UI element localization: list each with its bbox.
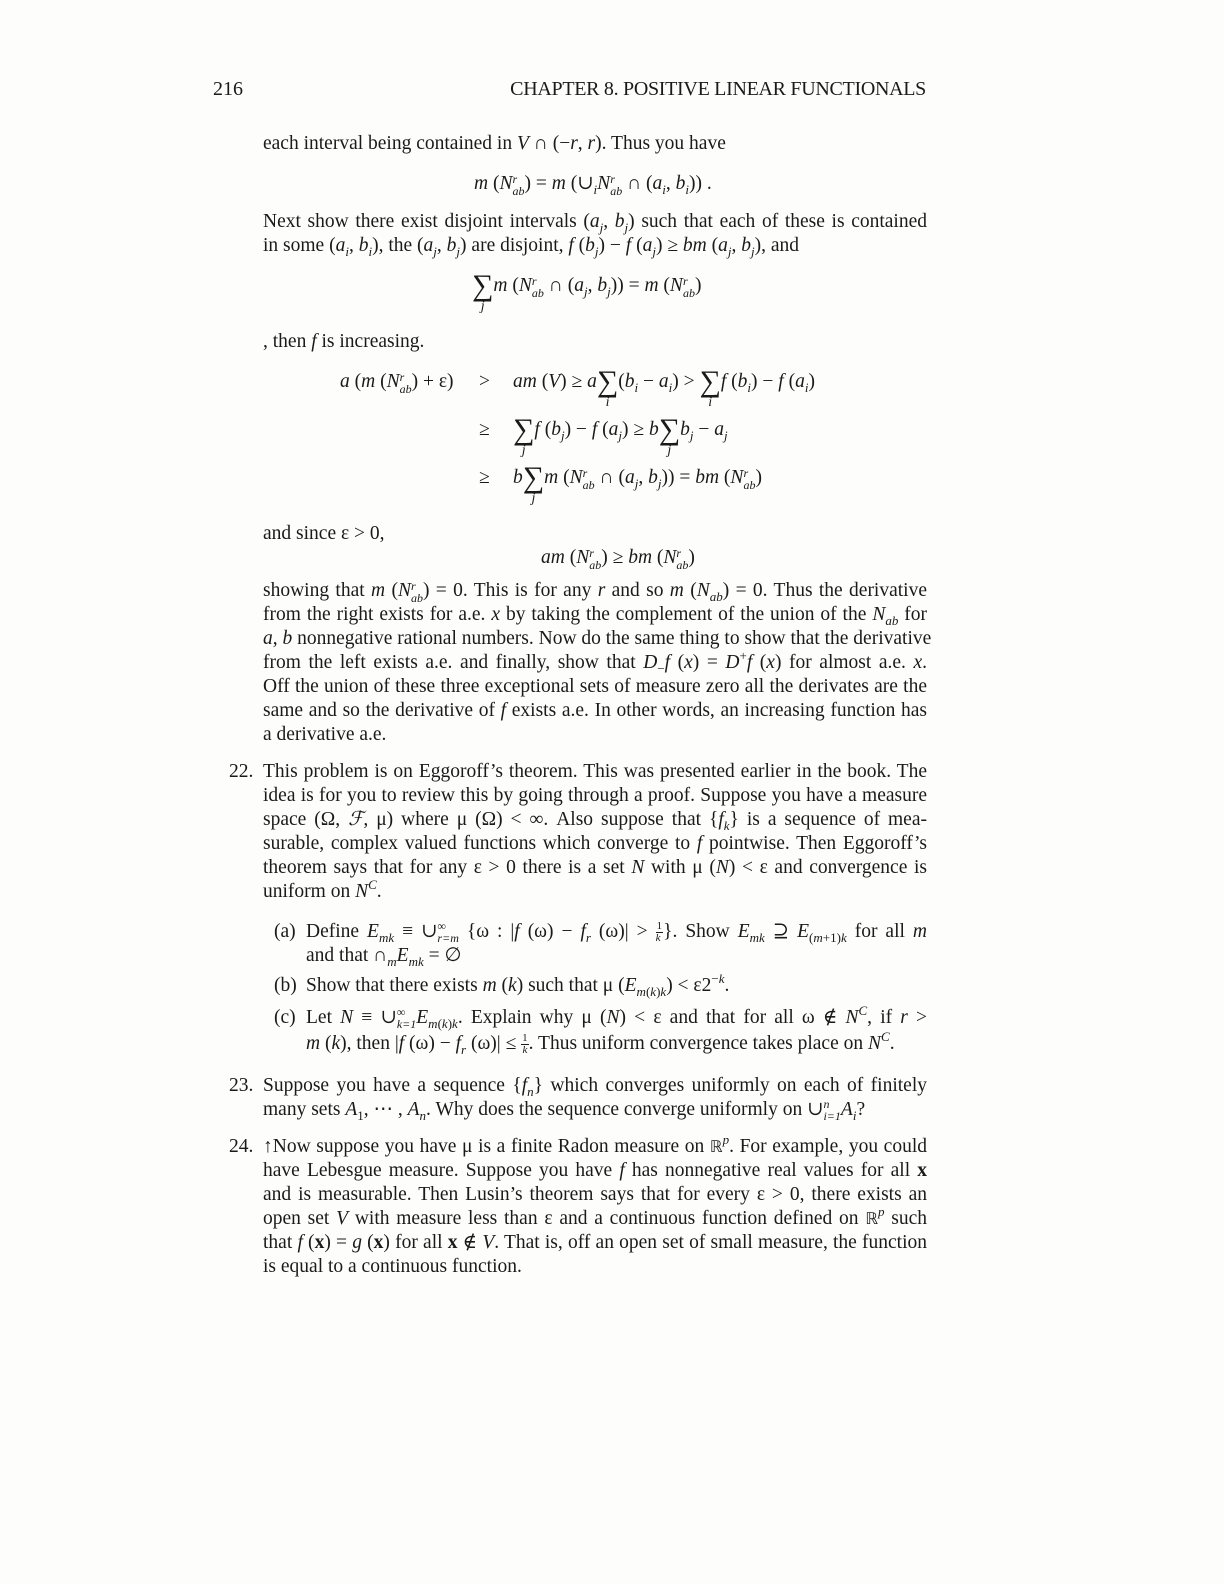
text: . Thus uniform convergence takes place on [528,1033,868,1054]
intro-line-3: in some ($a_i$, $b_i$), the ($a_j$, $b_j$) are disjoint, f $(b_j) - f$ $(a_j)$ ≥ bm ($a_j$, $b_j$), and [263,235,800,259]
text: space [263,809,315,830]
problem-23-line-1: Suppose you have a sequence $\{f_n\}$ which converges uniformly on each of finitely [263,1075,927,1099]
and-since-line: and since ε > 0, [263,523,385,544]
text: same and so the derivative of [263,700,501,721]
problem-22-number: 22. [229,761,254,782]
text: pointwise. Then Eggoroff’s [702,833,928,854]
text: such that each of these is contained [634,211,927,232]
text: which converges uniformly on each of finitely [543,1075,927,1096]
text: in some [263,235,330,256]
text: , and [761,235,800,256]
problem-23-line-2: many sets $A_1$, ⋯ , $A_n$. Why does the sequence converge uniformly on ∪ n i=1 $A_i$? [263,1097,866,1123]
intro-line-4: , then f is increasing. [263,331,425,352]
text: , then [346,1033,395,1054]
part-a-line-1: Define $E_{mk}$ ≡ ∪ ∞ r=m {ω : |f $(\omega) - f_r$ (ω)| > $\frac{1}{k}$ }. Show $E_{mk}$ ⊇ $E_{(m+1)k}$ for all m [306,919,927,945]
text: Let [306,1007,341,1028]
para-line-1: showing that m (N r ab ) = 0. This is for any r and so m $(N_{ab}) = 0$. Thus the derivative [263,579,927,605]
problem-24-line-5: that f (x) = g (x) for all x ∉ V. That is, off an open set of small measure, the function [263,1232,928,1253]
para-line-7: a derivative a.e. [263,724,387,745]
text: is a sequence of mea- [738,809,927,830]
text: = 0. This is for any [429,580,598,601]
text: = 0. Thus the derivative [729,580,927,601]
text: . That is, off an open set of small measure, the function [494,1232,928,1253]
problem-24-line-6: is equal to a continuous function. [263,1256,522,1277]
problem-24-line-2: have Lebesgue measure. Suppose you have f has nonnegative real values for all x [263,1160,928,1181]
intro-line-2: Next show there exist disjoint intervals ($a_j$, $b_j$) such that each of these is contained [263,211,927,235]
text: , if [867,1007,901,1028]
text: . For example, you could [729,1136,927,1157]
text: has nonnegative real values for all [624,1160,918,1181]
intro-line-1: each interval being contained in V ∩ (−r, r). Thus you have [263,133,726,154]
text: Suppose you have a sequence [263,1075,513,1096]
align-rel-3: ≥ [479,467,490,488]
align-lhs: a (m (N r ab ) + ε) [340,370,454,396]
para-line-3: a, b nonnegative rational numbers. Now do the same thing to show that the derivative [263,628,932,649]
align-rhs-3: b∑ j m (N r ab ∩ ($a_j$, $b_j$)) = bm (N r ab ) [513,461,762,506]
text: uniform on [263,881,356,902]
part-c-line-1: Let N ≡ ∪ ∞ k=1 $E_{m(k)k}$. Explain why μ (N) < ε and that for all ω ∉ $N^C$, if r > [306,1003,928,1031]
text: . Explain why [457,1007,582,1028]
text: for [898,604,927,625]
text: for all [846,921,913,942]
equation-1: m (N r ab ) = m ($\cup_iN$ r ab ∩ ($a_i$, $b_i$)) . [474,172,712,198]
problem-24-line-3: and is measurable. Then Lusin’s theorem says that for every ε > 0, there exists an [263,1184,927,1205]
part-a-label: (a) [274,921,296,942]
text: with measure less than ε and a continuous function defined on [348,1208,866,1229]
problem-24-line-4: open set V with measure less than ε and a continuous function defined on ℝ$^p$ such [263,1204,928,1229]
problem-22-line-6: uniform on $N^C$. [263,877,382,902]
part-c-label: (c) [274,1007,296,1028]
text: nonnegative rational numbers. Now do the same thing to show that the derivative [292,628,932,649]
problem-22-line-3: space (Ω, ℱ, μ) where μ (Ω) < ∞. Also suppose that $\{f_k\}$ is a sequence of mea- [263,809,927,833]
text: , then [263,331,312,352]
text: and convergence is [767,857,927,878]
text: surable, complex valued functions which converge to [263,833,697,854]
text: that [263,1232,298,1253]
text: from the left exists a.e. and finally, show that [263,652,644,673]
text: theorem says that for any ε > 0 there is a set [263,857,632,878]
part-c-line-2: m (k), then |f $(\omega) - f_r$ (ω)| ≤ $\frac{1}{k}$ . Thus uniform convergence takes place on $N^C$. [306,1029,895,1057]
text: each interval being contained in [263,133,517,154]
chapter-title: CHAPTER 8. POSITIVE LINEAR FUNCTIONALS [510,78,926,100]
para-line-5: Off the union of these three exceptional sets of measure zero all the derivates are the [263,676,927,697]
text: from the right exists for a.e. [263,604,492,625]
text: Next show there exist disjoint intervals [263,211,584,232]
text: . Also suppose that [543,809,709,830]
part-a-line-2: and that $\cap_mE_{mk}$ = ∅ [306,945,462,969]
text: have Lebesgue measure. Suppose you have [263,1160,620,1181]
text: , the [378,235,418,256]
text: are disjoint, [466,235,569,256]
page-number: 216 [213,78,243,100]
text: with [644,857,693,878]
problem-24-line-1: ↑Now suppose you have μ is a finite Radon measure on ℝ$^p$. For example, you could [263,1132,927,1157]
text: such that [523,975,603,996]
text: by taking the complement of the union of the [500,604,873,625]
text: . Show [672,921,738,942]
align-rel-2: ≥ [479,419,490,440]
text: Show that there exists [306,975,483,996]
para-line-4: from the left exists a.e. and finally, show that $D_-f$ (x) = D+f (x) for almost a.e. x. [263,648,927,676]
text: many sets [263,1099,346,1120]
text: . Why does the sequence converge uniformly on [426,1099,808,1120]
text: is increasing. [316,331,425,352]
text: showing that [263,580,372,601]
problem-24-number: 24. [229,1136,254,1157]
sum-symbol: ∑ j [472,269,494,314]
text: exists a.e. In other words, an increasing function has [506,700,928,721]
text: and so [605,580,670,601]
para-line-6: same and so the derivative of f exists a.e. In other words, an increasing function has [263,700,928,721]
align-rhs-1: am (V) ≥ a∑ i $(b_i - a_i)$ > ∑ i f $(b_i) - f$ $(a_i)$ [513,365,815,410]
text: for almost a.e. [781,652,914,673]
text: open set [263,1208,337,1229]
align-rhs-2: ∑ j f $(b_j) - f$ $(a_j) \ge b\sum$ j $b_j - a_j$ [513,413,728,458]
text: where [393,809,457,830]
problem-23-number: 23. [229,1075,254,1096]
text: and that [306,945,374,966]
problem-22-line-1: This problem is on Eggoroff’s theorem. This was presented earlier in the book. The [263,761,927,782]
problem-22-line-4: surable, complex valued functions which converge to f pointwise. Then Eggoroff’s [263,833,928,854]
align-rel-1: > [479,371,490,392]
text: ↑Now suppose you have μ is a finite Radon measure on [263,1136,710,1157]
part-b-line-1: Show that there exists m (k) such that μ $(E_{m(k)k}) < \varepsilon 2^{-k}$. [306,971,730,999]
text: and that for all [661,1007,802,1028]
para-line-2: from the right exists for a.e. x by taking the complement of the union of the $N_{ab}$ for [263,604,927,628]
problem-22-line-5: theorem says that for any ε > 0 there is a set N with μ (N) < ε and convergence is [263,857,927,878]
problem-22-line-2: idea is for you to review this by going through a proof. Suppose you have a measure [263,785,927,806]
text: such [884,1208,928,1229]
text: . Thus you have [601,133,726,154]
text: for all [389,1232,448,1253]
equation-3: am (N r ab ) ≥ bm (N r ab ) [541,546,695,572]
text: Define [306,921,368,942]
equation-2: ∑ j m (N r ab ∩ ($a_j$, $b_j)) = m$ (N r ab ) [472,269,702,314]
part-b-label: (b) [274,975,297,996]
